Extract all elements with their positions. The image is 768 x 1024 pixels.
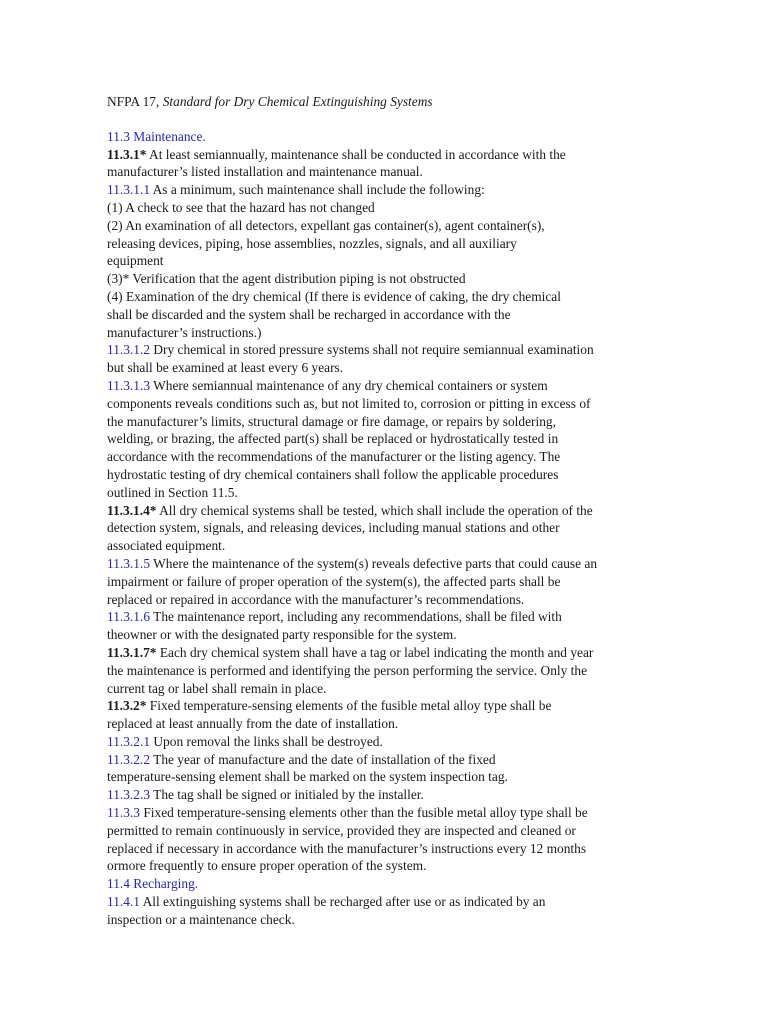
paragraph-line: but shall be examined at least every 6 years.: [107, 360, 344, 376]
paragraph-line: inspection or a maintenance check.: [107, 911, 295, 927]
list-item: (1) A check to see that the hazard has not changed: [107, 199, 375, 215]
paragraph-11-3-1: 11.3.1* At least semiannually, maintenance shall be conducted in accordance with the: [107, 146, 566, 162]
paragraph-11-3-1-3: 11.3.1.3 Where semiannual maintenance of any dry chemical containers or system: [107, 377, 548, 393]
paragraph-11-3-2-3: 11.3.2.3 The tag shall be signed or initialed by the installer.: [107, 787, 424, 803]
paragraph-line: hydrostatic testing of dry chemical containers shall follow the applicable procedures: [107, 466, 559, 482]
paragraph-line: replaced if necessary in accordance with the manufacturer’s instructions every 12 months: [107, 840, 587, 856]
clause-link[interactable]: 11.3.2.1: [107, 733, 151, 749]
clause-link[interactable]: 11.3.1.5: [107, 555, 151, 571]
clause-link[interactable]: 11.3.1.3: [107, 377, 151, 393]
section-heading-11-4: 11.4 Recharging.: [107, 876, 199, 892]
paragraph-line: the manufacturer’s limits, structural damage or fire damage, or repairs by soldering,: [107, 413, 556, 429]
paragraph-11-3-2-1: 11.3.2.1 Upon removal the links shall be destroyed.: [107, 733, 383, 749]
paragraph-11-3-1-6: 11.3.1.6 The maintenance report, including any recommendations, shall be filed with: [107, 609, 562, 625]
paragraph-line: components reveals conditions such as, but not limited to, corrosion or pitting in excess of: [107, 395, 591, 411]
clause-link[interactable]: 11.3.1.1: [107, 182, 151, 198]
clause-link[interactable]: 11.4.1: [107, 894, 140, 910]
clause-link[interactable]: 11.3.1.2: [107, 342, 151, 358]
paragraph-line: shall be discarded and the system shall be recharged in accordance with the: [107, 306, 511, 322]
clause-number: 11.3.1*: [107, 146, 147, 162]
header-title: Standard for Dry Chemical Extinguishing Systems: [162, 94, 433, 109]
paragraph-line: equipment: [107, 253, 164, 269]
paragraph-line: manufacturer’s listed installation and maintenance manual.: [107, 164, 423, 180]
paragraph-11-3-2-2: 11.3.2.2 The year of manufacture and the date of installation of the fixed: [107, 751, 496, 767]
header-prefix: NFPA 17,: [107, 94, 163, 109]
clause-link[interactable]: 11.3.3: [107, 805, 140, 821]
paragraph-11-3-2: 11.3.2* Fixed temperature-sensing elements of the fusible metal alloy type shall be: [107, 698, 552, 714]
clause-number: 11.3.2*: [107, 698, 147, 714]
paragraph-11-3-1-7: 11.3.1.7* Each dry chemical system shall have a tag or label indicating the month and year: [107, 644, 594, 660]
paragraph-11-3-3: 11.3.3 Fixed temperature-sensing elements other than the fusible metal alloy type shall be: [107, 805, 588, 821]
clause-link[interactable]: 11.3.2.3: [107, 787, 151, 803]
paragraph-11-4-1: 11.4.1 All extinguishing systems shall be recharged after use or as indicated by an: [107, 894, 546, 910]
paragraph-line: replaced at least annually from the date of installation.: [107, 716, 399, 732]
paragraph-line: outlined in Section 11.5.: [107, 484, 238, 500]
paragraph-line: detection system, signals, and releasing devices, including manual stations and other: [107, 520, 560, 536]
list-item: (4) Examination of the dry chemical (If there is evidence of caking, the dry chemical: [107, 288, 561, 304]
list-item: (2) An examination of all detectors, expellant gas container(s), agent container(s),: [107, 217, 545, 233]
paragraph-line: impairment or failure of proper operation of the system(s), the affected parts shall be: [107, 573, 561, 589]
paragraph-line: permitted to remain continuously in service, provided they are inspected and cleaned or: [107, 822, 576, 838]
paragraph-11-3-1-2: 11.3.1.2 Dry chemical in stored pressure systems shall not require semiannual examination: [107, 342, 594, 358]
paragraph-line: releasing devices, piping, hose assemblies, nozzles, signals, and all auxiliary: [107, 235, 517, 251]
list-item: (3)* Verification that the agent distribution piping is not obstructed: [107, 271, 466, 287]
paragraph-line: the maintenance is performed and identifying the person performing the service. Only the: [107, 662, 588, 678]
paragraph-11-3-1-1: 11.3.1.1 As a minimum, such maintenance shall include the following:: [107, 182, 485, 198]
paragraph-line: theowner or with the designated party responsible for the system.: [107, 627, 457, 643]
document-header: [107, 93, 667, 111]
paragraph-line: current tag or label shall remain in place.: [107, 680, 327, 696]
paragraph-line: ormore frequently to ensure proper operation of the system.: [107, 858, 427, 874]
clause-link[interactable]: 11.3.1.6: [107, 609, 151, 625]
clause-link[interactable]: 11.3.2.2: [107, 751, 151, 767]
paragraph-line: welding, or brazing, the affected part(s) shall be replaced or hydrostatically tested in: [107, 431, 559, 447]
paragraph-11-3-1-5: 11.3.1.5 Where the maintenance of the system(s) reveals defective parts that could cause an: [107, 555, 598, 571]
paragraph-line: replaced or repaired in accordance with the manufacturer’s recommendations.: [107, 591, 525, 607]
paragraph-line: associated equipment.: [107, 538, 226, 554]
paragraph-line: accordance with the recommendations of the manufacturer or the listing agency. The: [107, 449, 561, 465]
clause-number: 11.3.1.4*: [107, 502, 157, 518]
document-page: [107, 93, 667, 929]
section-heading-11-3: 11.3 Maintenance.: [107, 128, 206, 144]
clause-number: 11.3.1.7*: [107, 644, 157, 660]
paragraph-11-3-1-4: 11.3.1.4* All dry chemical systems shall be tested, which shall include the operation of the: [107, 502, 593, 518]
paragraph-line: manufacturer’s instructions.): [107, 324, 262, 340]
paragraph-line: temperature-sensing element shall be marked on the system inspection tag.: [107, 769, 508, 785]
